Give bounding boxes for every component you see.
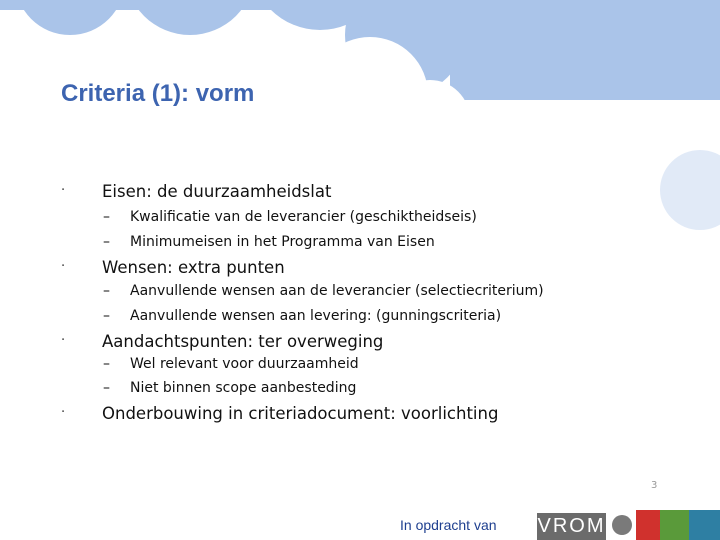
bullet-item: Aandachtspunten: ter overweging — [102, 332, 384, 351]
sub-item: Niet binnen scope aanbesteding — [130, 380, 357, 396]
green-square-icon — [660, 510, 689, 540]
dash-marker: – — [103, 209, 110, 225]
dash-marker: – — [103, 356, 110, 372]
bullet-marker: · — [61, 259, 66, 274]
sub-item: Wel relevant voor duurzaamheid — [130, 356, 359, 372]
dash-marker: – — [103, 380, 110, 396]
sub-item: Aanvullende wensen aan levering: (gunningscriteria) — [130, 308, 502, 324]
page-number: 3 — [651, 480, 658, 491]
bullet-item: Wensen: extra punten — [102, 258, 285, 277]
bullet-item: Eisen: de duurzaamheidslat — [102, 182, 332, 201]
dash-marker: – — [103, 308, 110, 324]
commissioned-by-text: In opdracht van — [400, 517, 497, 533]
bullet-marker: · — [61, 405, 66, 420]
red-square-icon — [636, 510, 660, 540]
logo-dot-icon — [612, 515, 632, 535]
bullet-item: Onderbouwing in criteriadocument: voorlichting — [102, 404, 499, 423]
sub-item: Aanvullende wensen aan de leverancier (selectiecriterium) — [130, 283, 544, 299]
blue-square-icon — [689, 510, 720, 540]
bullet-marker: · — [61, 333, 66, 348]
sub-item: Minimumeisen in het Programma van Eisen — [130, 234, 435, 250]
vrom-logo: VROM — [537, 513, 606, 540]
sub-item: Kwalificatie van de leverancier (geschiktheidseis) — [130, 209, 477, 225]
dash-marker: – — [103, 234, 110, 250]
slide-title: Criteria (1): vorm — [61, 80, 255, 107]
bullet-marker: · — [61, 183, 66, 198]
dash-marker: – — [103, 283, 110, 299]
